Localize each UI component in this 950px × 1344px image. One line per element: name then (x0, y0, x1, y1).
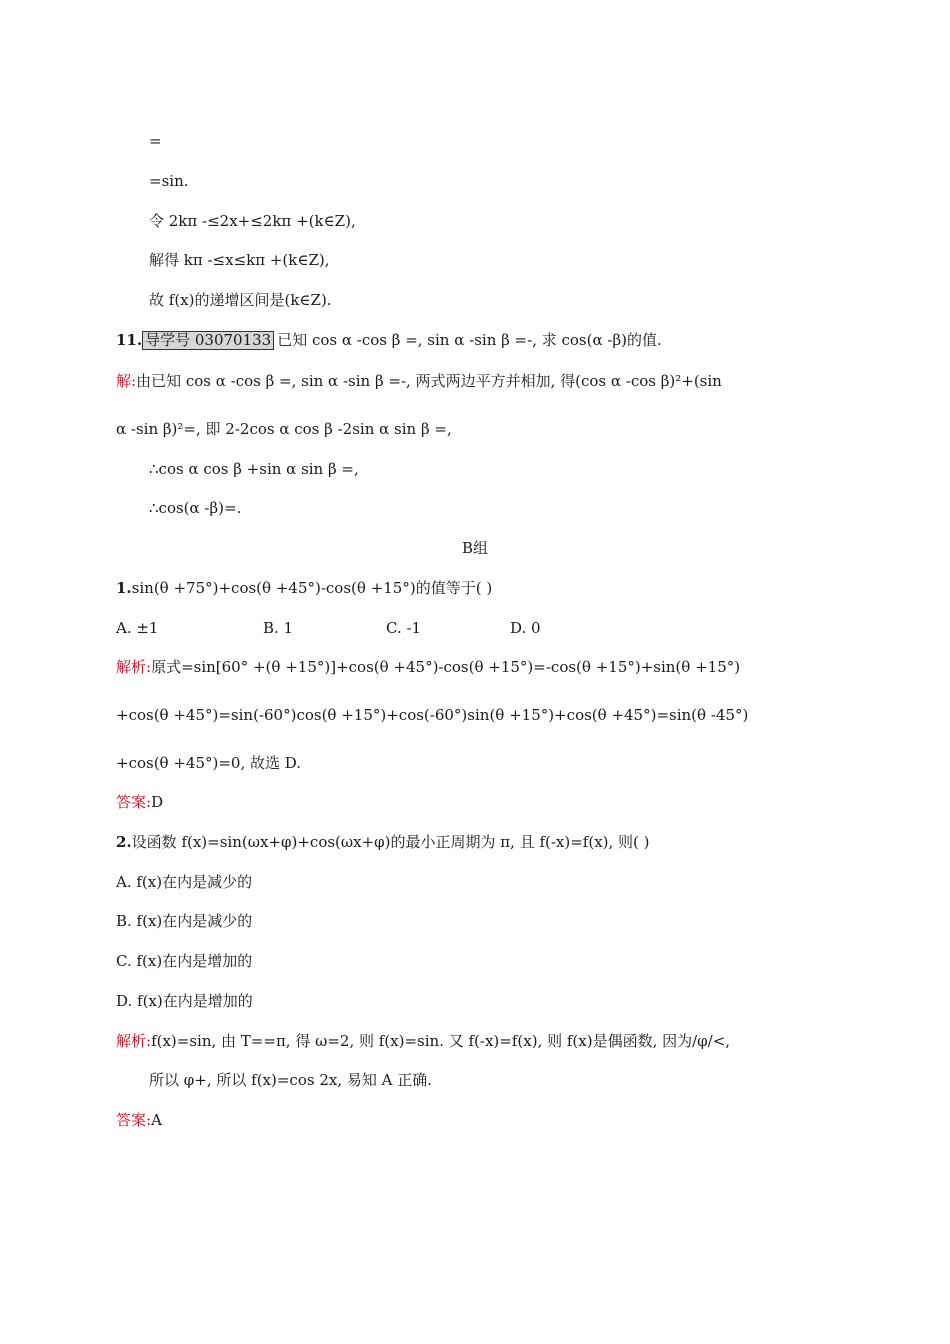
text-line: =sin. (149, 172, 189, 190)
option-b: B. f(x)在内是减少的 (116, 912, 253, 930)
solution-label: 解: (116, 372, 137, 390)
analysis-line: +cos(θ +45°)=0, 故选 D. (116, 754, 302, 772)
solution-line (116, 371, 722, 391)
analysis-line: 所以 φ+, 所以 f(x)=cos 2x, 易知 A 正确. (149, 1071, 433, 1089)
solution-line: α -sin β)²=, 即 2-2cos α cos β -2sin α sin β =, (116, 420, 452, 438)
analysis-line (116, 1031, 730, 1051)
text-line: 故 f(x)的递增区间是(k∈Z). (149, 291, 332, 309)
analysis-label: 解析: (116, 1032, 152, 1050)
option-c: C. f(x)在内是增加的 (116, 952, 253, 970)
analysis-line: +cos(θ +45°)=sin(-60°)cos(θ +15°)+cos(-60°)sin(θ +15°)+cos(θ +45°)=sin(θ -45°) (116, 706, 749, 724)
answer-value: A (151, 1111, 162, 1129)
answer-value: D (151, 793, 164, 811)
text-line: 令 2kπ -≤2x+≤2kπ +(k∈Z), (149, 212, 356, 230)
question-b1 (116, 578, 492, 598)
answer-line (116, 1110, 162, 1130)
question-number: 1. (116, 579, 132, 597)
section-heading: B组 (461, 539, 489, 557)
solution-line: ∴cos(α -β)=. (149, 499, 242, 517)
answer-label: 答案: (116, 793, 152, 811)
text-line: 解得 kπ -≤x≤kπ +(k∈Z), (149, 251, 330, 269)
analysis-line (116, 657, 740, 677)
solution-text: 由已知 cos α -cos β =, sin α -sin β =-, 两式两边平方并相加, 得(cos α -cos β)²+(sin (136, 372, 722, 390)
analysis-text: 原式=sin[60° +(θ +15°)]+cos(θ +45°)-cos(θ +15°)=-cos(θ +15°)+sin(θ +15°) (151, 658, 741, 676)
question-11 (116, 330, 662, 350)
question-text: 已知 cos α -cos β =, sin α -sin β =-, 求 cos(α -β)的值. (277, 331, 662, 349)
solution-line: ∴cos α cos β +sin α sin β =, (149, 460, 359, 478)
text-line: = (149, 132, 162, 150)
option-c: C. -1 (386, 619, 422, 637)
answer-line (116, 792, 163, 812)
question-text: 设函数 f(x)=sin(ωx+φ)+cos(ωx+φ)的最小正周期为 π, 且 f(-x)=f(x), 则( ) (131, 833, 650, 851)
answer-label: 答案: (116, 1111, 152, 1129)
option-a: A. f(x)在内是减少的 (116, 873, 253, 891)
question-text: sin(θ +75°)+cos(θ +45°)-cos(θ +15°)的值等于( ) (131, 579, 493, 597)
option-b: B. 1 (263, 619, 294, 637)
question-b2 (116, 832, 650, 852)
guide-number-box: 导学号 03070133 (142, 331, 274, 350)
question-number: 2. (116, 833, 132, 851)
question-number: 11. (116, 331, 143, 349)
option-a: A. ±1 (116, 619, 159, 637)
option-d: D. f(x)在内是增加的 (116, 992, 253, 1010)
analysis-text: f(x)=sin, 由 T==π, 得 ω=2, 则 f(x)=sin. 又 f(-x)=f(x), 则 f(x)是偶函数, 因为/φ/<, (151, 1032, 731, 1050)
analysis-label: 解析: (116, 658, 152, 676)
option-d: D. 0 (510, 619, 541, 637)
